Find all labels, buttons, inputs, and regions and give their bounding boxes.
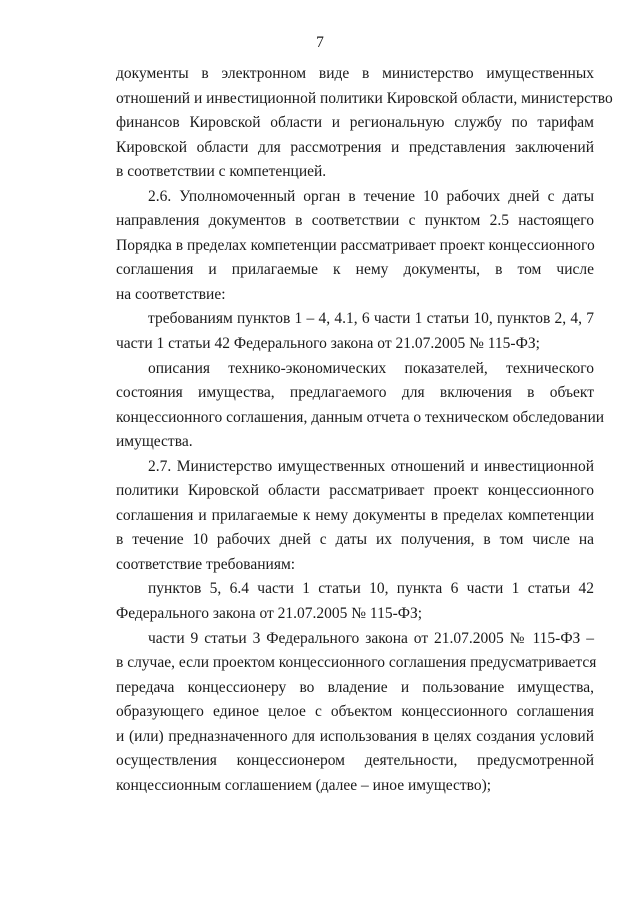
text-line: осуществления концессионером деятельности, предусмотренной [116, 752, 594, 770]
text-line: Федерального закона от 21.07.2005 № 115-ФЗ; [116, 605, 423, 623]
text-line: на соответствие: [116, 285, 226, 303]
text-line: имущества. [116, 433, 193, 451]
text-line: части 1 статьи 42 Федерального закона от 21.07.2005 № 115-ФЗ; [116, 335, 540, 353]
text-line: в течение 10 рабочих дней с даты их получения, в том числе на [116, 531, 594, 549]
text-line: передача концессионеру во владение и пользование имущества, [116, 678, 594, 696]
text-line: 2.6. Уполномоченный орган в течение 10 рабочих дней с даты [148, 187, 594, 205]
text-line: 2.7. Министерство имущественных отношений и инвестиционной [148, 457, 594, 475]
document-body [116, 62, 613, 798]
text-line: Порядка в пределах компетенции рассматривает проект концессионного [116, 236, 595, 254]
text-line: требованиям пунктов 1 – 4, 4.1, 6 части 1 статьи 10, пунктов 2, 4, 7 [148, 310, 594, 328]
text-line: концессионного соглашения, данным отчета о техническом обследовании [116, 408, 605, 426]
text-line: направления документов в соответствии с пунктом 2.5 настоящего [116, 212, 594, 230]
text-line: образующего единое целое с объектом концессионного соглашения [116, 703, 594, 721]
page-number: 7 [316, 34, 324, 51]
text-line: пунктов 5, 6.4 части 1 статьи 10, пункта 6 части 1 статьи 42 [148, 580, 594, 598]
text-line: соглашения и прилагаемые к нему документы, в том числе [116, 261, 594, 279]
text-line: в случае, если проектом концессионного соглашения предусматривается [116, 654, 597, 672]
text-line: соответствие требованиям: [116, 555, 296, 573]
text-line: части 9 статьи 3 Федерального закона от 21.07.2005 № 115-ФЗ – [148, 629, 594, 647]
text-line: Кировской области для рассмотрения и представления заключений [116, 138, 594, 156]
text-line: описания технико-экономических показателей, технического [148, 359, 594, 377]
text-line: отношений и инвестиционной политики Кировской области, министерство [116, 89, 613, 107]
text-line: состояния имущества, предлагаемого для включения в объект [116, 384, 594, 402]
text-line: концессионным соглашением (далее – иное имущество); [116, 776, 492, 794]
text-line: в соответствии с компетенцией. [116, 163, 327, 181]
text-line: и (или) предназначенного для использования в целях создания условий [116, 727, 594, 745]
text-line: политики Кировской области рассматривает проект концессионного [116, 482, 594, 500]
text-line: финансов Кировской области и региональную службу по тарифам [116, 114, 594, 132]
text-line: соглашения и прилагаемые к нему документы в пределах компетенции [116, 506, 594, 524]
text-line: документы в электронном виде в министерство имущественных [116, 65, 594, 82]
